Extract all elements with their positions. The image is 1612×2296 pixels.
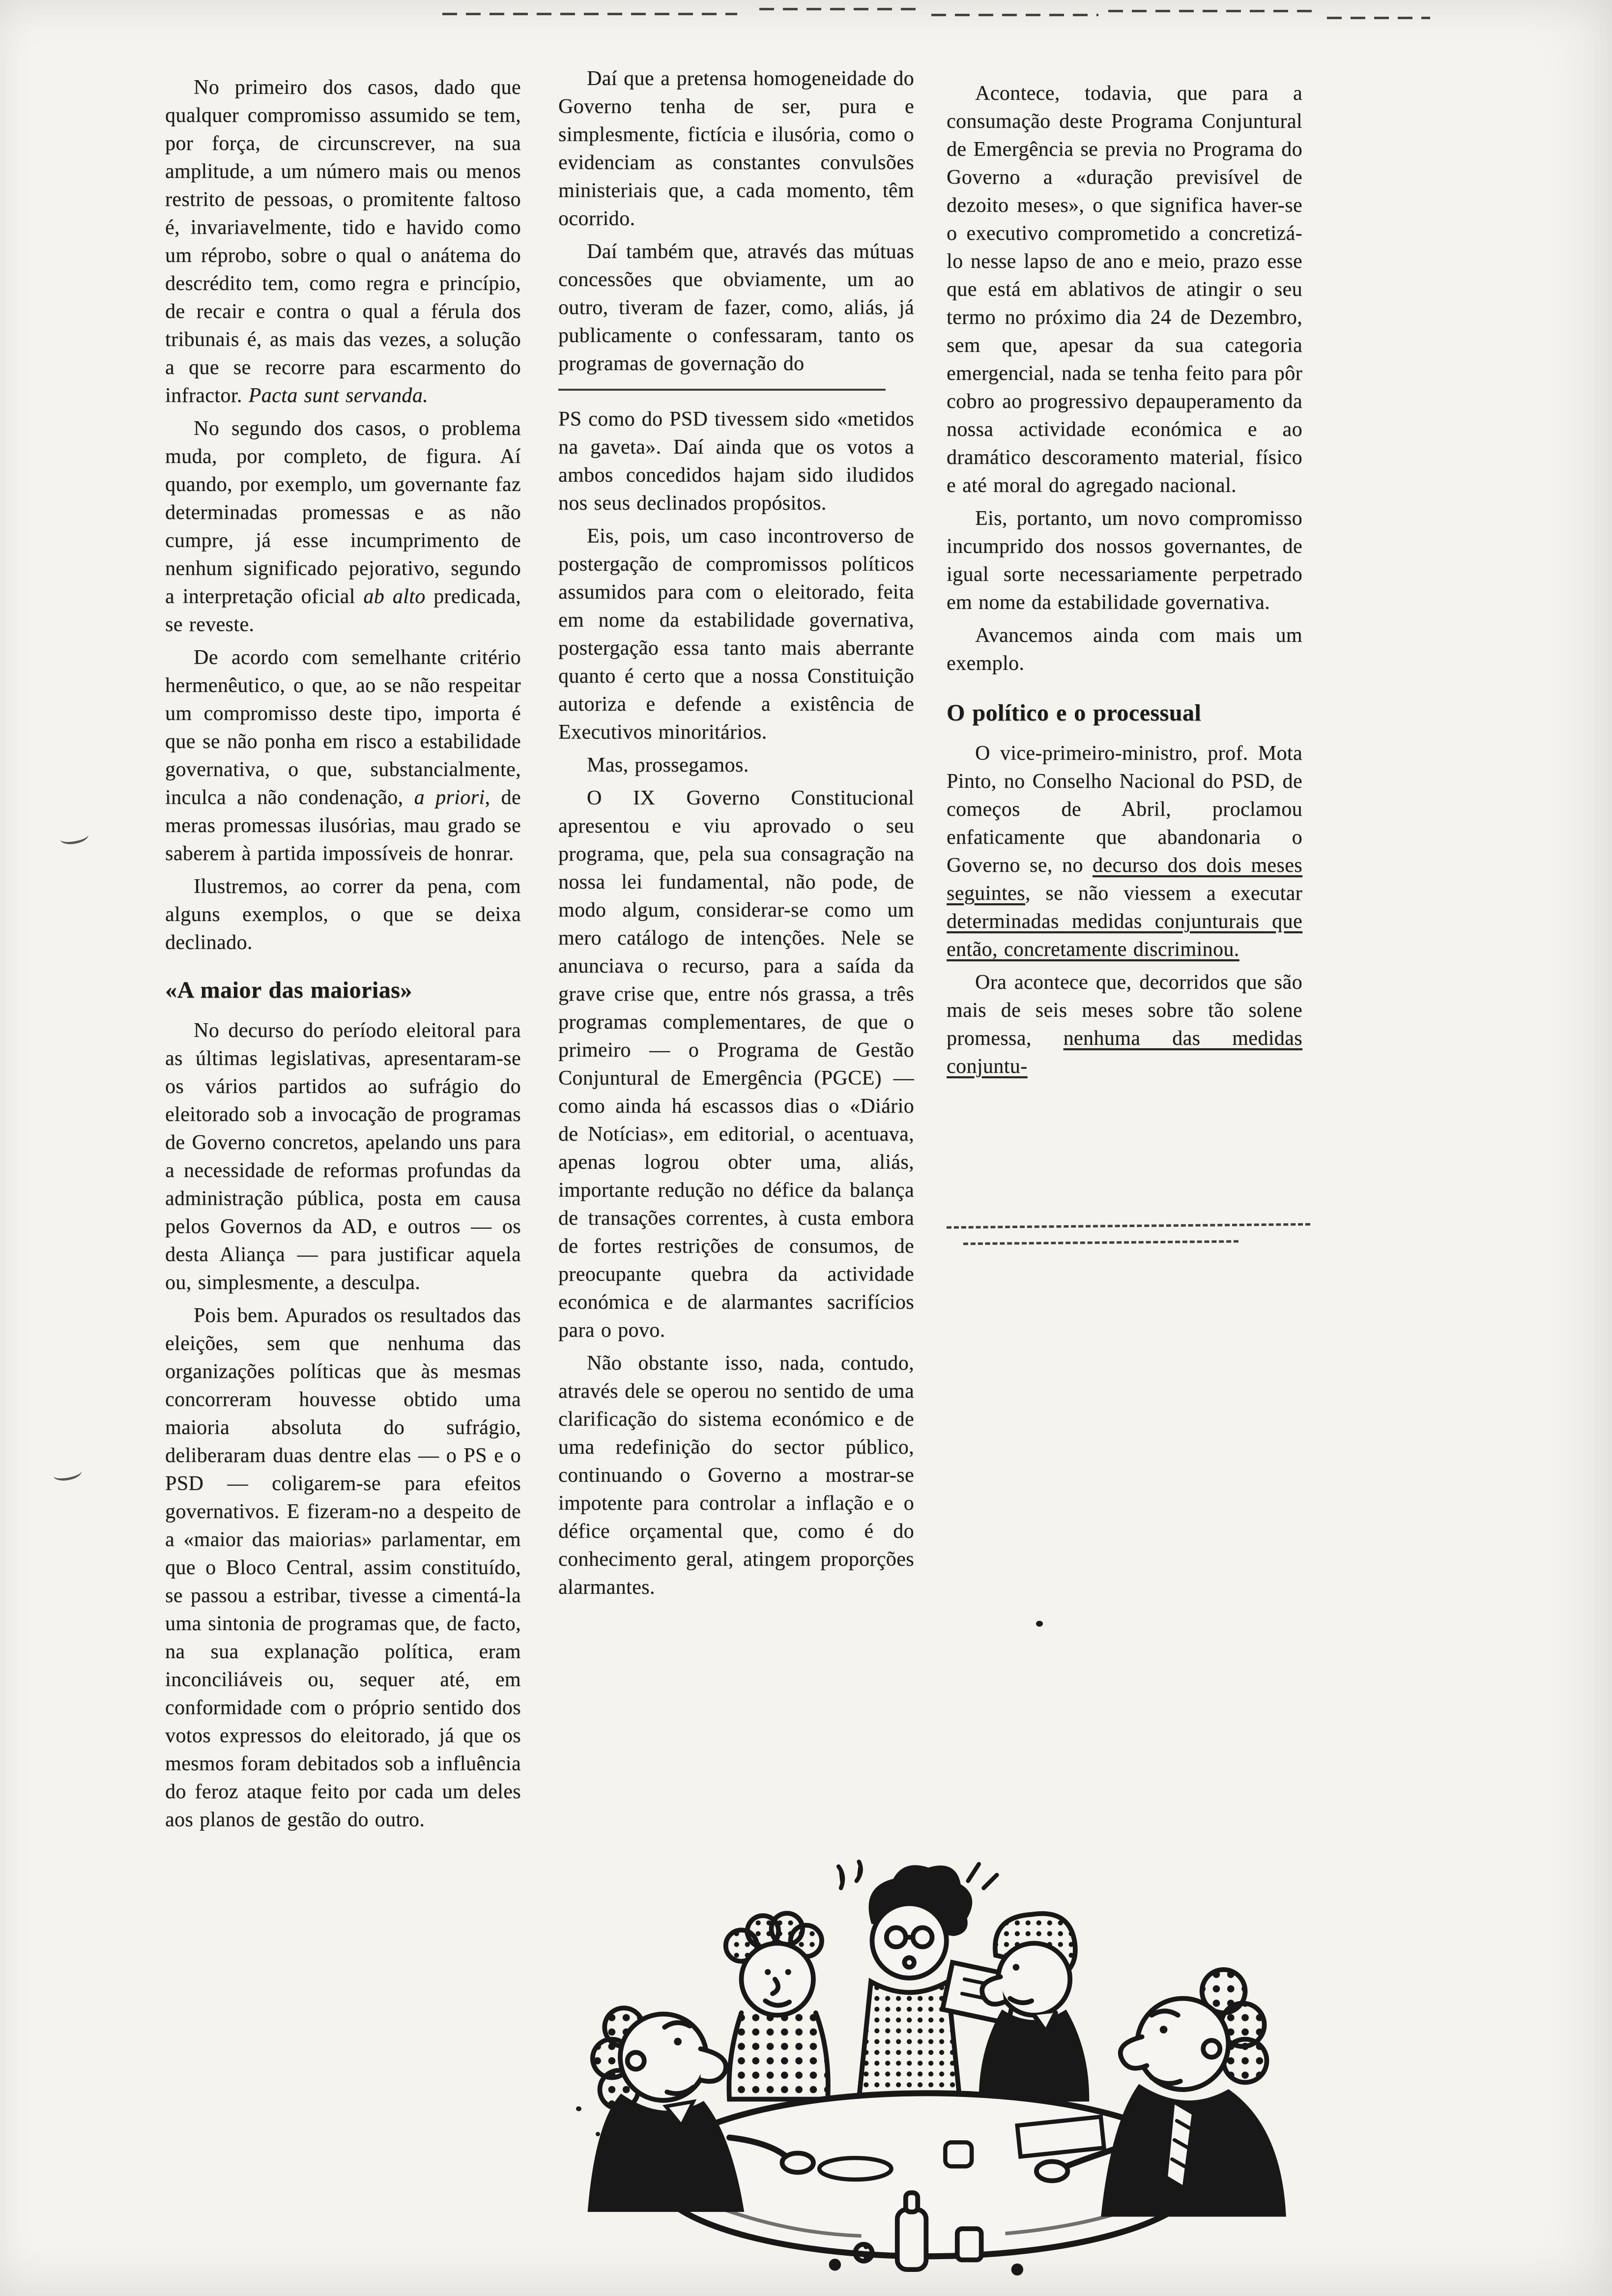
column-divider-rule xyxy=(558,389,886,391)
paragraph: Acontece, todavia, que para a consumação deste Programa Conjuntural de Emergência se previa no Programa do Governo a «duração previsível de dezoito meses», o que significa haver-se o executivo comprometido a concretizá-lo nesse lapso de ano e meio, prazo esse que está em ablativos de atingir o seu termo no próximo dia 24 de Dezembro, sem que, apesar da sua categoria emergencial, nada se tenha feito para pôr cobro ao progressivo depauperamento da nossa actividade económica e ao dramático descoramento material, físico e até moral do agregado nacional. xyxy=(947,82,1302,497)
pen-scribble xyxy=(947,1223,1310,1229)
paragraph: O IX Governo Constitucional apresentou e viu aprovado o seu programa, que, pela sua consagração na nossa lei fundamental, não pode, de modo algum, considerar-se como um mero catálogo de intenções. Nele se anunciava o recurso, para a saída da grave crise que, entre nós grassa, a três programas complementares, de que o primeiro — o Programa de Gestão Conjuntural de Emergência (PGCE) — como ainda há escassos dias o «Diário de Notícias», em editorial, o acentuava, apenas logrou obter uma, aliás, importante redução no défice da balança de transações correntes, à custa embora de fortes restrições de consumos, de preocupante quebra da actividade económica e de alarmantes sacrifícios para o povo. xyxy=(558,787,914,1342)
paragraph xyxy=(165,74,521,410)
paragraph: Ilustremos, ao correr da pena, com alguns exemplos, o que se deixa declinado. xyxy=(165,875,521,954)
pen-underlined-text: nenhuma das medidas conjuntu- xyxy=(947,1027,1302,1078)
scan-artifact-dash xyxy=(442,13,737,15)
cartoon-figure-back-right xyxy=(981,1914,1087,2099)
paragraph: Eis, pois, um caso incontroverso de postergação de compromissos políticos assumidos para com o eleitorado, feita em nome da estabilidade governativa, postergação essa tanto mais aberrante quanto é certo que a nossa Constituição autoriza e defende a existência de Executivos minoritários. xyxy=(558,525,914,744)
paragraph: No decurso do período eleitoral para as últimas legislativas, apresentaram-se os vários partidos ao sufrágio do eleitorado sob a invocação de programas de Governo concretos, apelando uns para a necessidade de reformas profundas da administração pública, posta em causa pelos Governos da AD, e outros — os desta Aliança — para justificar aquela ou, simplesmente, a desculpa. xyxy=(165,1019,521,1294)
paragraph: Não obstante isso, nada, contudo, através dele se operou no sentido de uma clarificação do sistema económico e de uma redefinição do sector público, continuando o Governo a mostrar-se impotente para controlar a inflação e o défice orçamental que, como é do conhecimento geral, atingem proporções alarmantes. xyxy=(558,1352,914,1599)
scan-artifact-dash xyxy=(931,14,1098,16)
paragraph: Daí também que, através das mútuas concessões que obviamente, um ao outro, tiveram de fazer, como, aliás, já publicamente o confessaram, tanto os programas de governação do xyxy=(558,240,914,375)
column-1 xyxy=(165,74,521,1839)
section-heading-o-politico-e-o-processual: O político e o processual xyxy=(947,700,1202,726)
scan-artifact-dash xyxy=(1108,10,1315,12)
pen-scribble xyxy=(963,1240,1238,1245)
paragraph: De acordo com semelhante critério hermenêutico, o que, ao se não respeitar um compromisso deste tipo, importa é que se não ponha em risco a estabilidade governativa, o que, substancialmente, inculca a não condenação, a priori, de meras promessas ilusórias, mau grado se saberem à partida impossíveis de honrar. xyxy=(165,646,521,865)
column-3 xyxy=(947,80,1302,1086)
paragraph: Daí que a pretensa homogeneidade do Governo tenha de ser, pura e simplesmente, fictícia e ilusória, como o evidenciam as constantes convulsões ministeriais que, a cada momento, têm ocorrido. xyxy=(558,67,914,230)
scan-artifact-dash xyxy=(759,8,917,10)
pen-margin-mark xyxy=(59,828,89,846)
paragraph: Pois bem. Apurados os resultados das eleições, sem que nenhuma das organizações políticas que às mesmas concorreram houvesse obtido uma maioria absoluta do sufrágio, deliberaram duas dentre elas — o PS e o PSD — coligarem-se para efeitos governativos. E fizeram-no a despeito de a «maior das maiorias» parlamentar, em que o Bloco Central, assim constituído, se passou a estribar, tivesse a cimentá-la uma sintonia de programas que, de facto, na sua explanação política, eram inconciliáveis ou, sequer até, em conformidade com o próprio sentido dos votos expressos do eleitorado, já que os mesmos foram debitados sob a influência do feroz ataque feito por cada um deles aos planos de gestão do outro. xyxy=(165,1304,521,1831)
paragraph: Mas, prossegamos. xyxy=(587,754,749,776)
paragraph: Ora acontece que, decorridos que são mais de seis meses sobre tão solene promessa, nenhuma das medidas conjuntu- xyxy=(947,971,1302,1078)
scan-artifact-dash xyxy=(1327,17,1430,19)
political-cartoon-illustration xyxy=(549,1800,1317,2291)
paragraph: O vice-primeiro-ministro, prof. Mota Pinto, no Conselho Nacional do PSD, de começos de Abril, proclamou enfaticamente que abandonaria o Governo se, no decurso dos dois meses seguintes, se não viessem a executar determinadas medidas conjunturais que então, concretamente discriminou. xyxy=(947,742,1302,961)
latin-phrase: Pacta sunt servanda. xyxy=(248,384,429,407)
column-2 xyxy=(558,65,914,1607)
section-heading-a-maior-das-maiorias: «A maior das maiorias» xyxy=(165,977,412,1003)
pen-underlined-text: determinadas medidas conjunturais que então, concretamente discriminou. xyxy=(947,910,1302,961)
paragraph: No segundo dos casos, o problema muda, por completo, de figura. Aí quando, por exemplo, um governante faz determinadas promessas e as não cumpre, já esse incumprimento de nenhum significado pejorativo, segundo a interpretação oficial ab alto predicada, se reveste. xyxy=(165,417,521,636)
paragraph: PS como do PSD tivessem sido «metidos na gaveta». Daí ainda que os votos a ambos concedidos hajam sido iludidos nos seus declinados propósitos. xyxy=(558,408,914,515)
paragraph: Eis, portanto, um novo compromisso incumprido dos nossos governantes, de igual sorte necessariamente perpetrado em nome da estabilidade governativa. xyxy=(947,507,1302,614)
pen-margin-mark xyxy=(52,1464,83,1483)
cartoon-figures-svg xyxy=(549,1800,1317,2291)
paragraph: Avancemos ainda com mais um exemplo. xyxy=(947,624,1302,675)
paragraph-text: No primeiro dos casos, dado que qualquer compromisso assumido se tem, por força, de circunscrever, na sua amplitude, a um número mais ou menos restrito de pessoas, o promitente faltoso é, invariavelmente, tido e havido como um réprobo, sobre o qual o anátema do descrédito tem, como regra e princípio, de recair e contra o qual a férula dos tribunais é, as mais das vezes, a solução a que se recorre para escarmento do infractor. xyxy=(165,76,521,407)
ink-speck xyxy=(1036,1621,1043,1627)
cartoon-figure-back-left xyxy=(726,1913,828,2099)
pen-underlined-text: decurso dos dois meses seguintes xyxy=(947,854,1302,905)
